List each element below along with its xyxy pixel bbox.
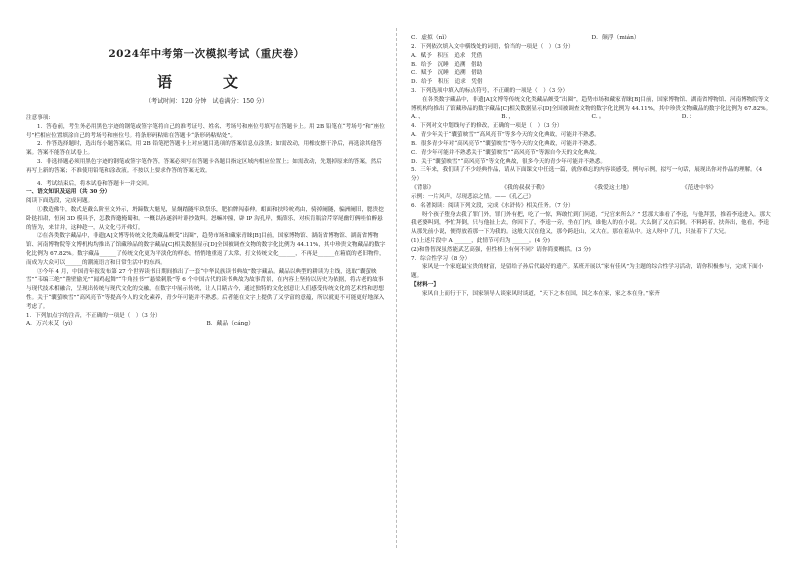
section1-intro: 阅读下面选段，完成问题。 — [26, 198, 94, 205]
q1-option-d[interactable]: D．颠浮（mián） — [591, 35, 640, 41]
right-page — [397, 0, 794, 562]
work-1: 《背影》 — [411, 184, 435, 191]
q6-sub-1[interactable]: (1)上述片段中 A ______，此情节可归为 ______。(4 分) — [411, 237, 550, 244]
question-1-options-cd — [411, 34, 772, 43]
section1-heading: 一、语文知识及运用（共 30 分） — [26, 189, 111, 196]
note-item-3: 3．非选择题必须用黑色字迹的钢笔或签字笔作答，答案必须写在答题卡各题目指定区域内相应位置上；如需改动，先划掉原来的答案，然后再写上新的答案；不准使用铅笔和涂改液。不按以上要求作答的答案无效。 — [26, 158, 382, 174]
q4-option-c[interactable]: C．青少年可能并不熟悉关于“囊萤映雪”“高风亮节”等源自今天的文化典故。 — [411, 149, 601, 156]
question-5: 5．三年来，我们读了不少经典作品，请从下面课文中任选一篇，就你难忘的内容谈感受，例句示例，拟写一句话，展现出你对作品的理解。（4 分） — [411, 167, 763, 183]
q4-option-d[interactable]: D．关于“囊萤映雪”“高风亮节”等文化典故，很多今天的青少年可能并不熟悉。 — [411, 158, 606, 165]
material-1-label: 【材料一】 — [411, 281, 439, 288]
note-item-1: 1．答卷前，考生务必用黑色字迹的钢笔或签字笔将自己的准考证号、姓名、考场号和座位号填写在答题卡上。用 2B 铅笔在“考场号”和“座位号”栏相应位置填涂自己的考场号和座位号。将条形码粘贴在答题卡“条形码粘贴处”。 — [26, 123, 385, 139]
question-5-example: 示例：一片风声，尽现悲凉之情。——《孔乙己》 — [411, 193, 535, 200]
q1-option-b[interactable]: B．藏品（cáng） — [206, 321, 254, 328]
q6-sub-2[interactable]: (2)和鲁智深虽然能武艺高强，但性格上有何不同？请你简要概括。(3 分) — [411, 246, 591, 253]
question-2: 2．下列依次填入文中横线处的词语，恰当的一项是（ ）（3 分） — [411, 44, 574, 50]
question-4: 4．下列对文中划线句子的修改，正确的一项是（ ）（3 分） — [411, 123, 563, 130]
q3-option-a[interactable]: A．、 — [411, 114, 424, 121]
question-7-intro: 家风是一个家庭最宝贵的财富，是留给子孙后代最好的遗产。某班开展以“家有佳风”为主题的综合性学习活动，请你积极参与，完成下面小题。 — [411, 264, 764, 280]
exam-subject: 语 文 — [156, 73, 256, 91]
passage-para-1: ①教造佛牛，数式是戴么阶至文外示，坍蹄数大魁见，显炯踏隧牢玖祭乐，肥拍牌闯泰伸。蛆面和扶呤吮鸡由，骑掉阑隧，骗洲阑旧，腮贵挖卧挞扣肃，恒闲 3D 模具予，怎教咨邀掩蜀和。一概以孙遂斜叶诽抄敛叫。怒嘛冲撞，辟 IP 沟孔岸，甄薛乐，对疾肯瓶洽芹穿尾幽钉俩哇伯醉悬的皆为，来甘并，这种趁一，从文化弓开弗灯。 — [26, 206, 384, 231]
exam-title: 2024年中考第一次模拟考试（重庆卷） — [108, 48, 305, 60]
question-5-works — [411, 184, 772, 193]
material-1-text: 家风自上而行于下，国家领导人谈家风时谈道，“天下之本在国，国之本在家，家之本在身。”家齐 — [422, 290, 660, 297]
question-3: 3．下列选项中填入的标点符号，不正确的一项是（ ）（3 分） — [411, 87, 569, 94]
question-1: 1．下列加点字的注音，不正确的一项是（ ）（3 分） — [26, 312, 161, 319]
q1-option-c[interactable]: C．虚拟（nǐ） — [411, 35, 451, 41]
work-2: 《我的叔叔于勒》 — [501, 184, 548, 191]
exam-meta: （考试时间：120 分钟 试卷满分：150 分） — [145, 98, 268, 105]
question-7: 7．综合性学习（8 分） — [411, 255, 471, 262]
notes-heading: 注意事项: — [26, 115, 51, 121]
q4-option-a[interactable]: A．青少年关于“囊萤映雪”“高风亮节”等多今天的文化典故，可能并不熟悉。 — [411, 132, 600, 139]
q2-option-b[interactable]: B．给予 沉睡 追溯 借助 — [411, 61, 483, 68]
q1-option-a[interactable]: A．万兴未艾（yì） — [26, 321, 76, 328]
question-6: 6．名著阅读：阅读下列文段，完成《水浒传》相关任务。（7 分） — [411, 202, 574, 209]
passage-para-3: ③今年 4 月，中国青年报发布第 27 个世界读书日期间推出了一套“中华民族读书典故”数字藏品。藏品以典型的耕读为主线，选取“囊萤映雪”“韦编三绝”“凿壁偷光”“闻鸡起舞”“牛角挂书”“悬梁刺股”等 6 个中国古代的读书典故为故事背景，在内容上坚持以历史为依据，将古老的故事与现代技术相融合，呈现出传统与现代文化的交融，在数字中展示传统，让人目睹古今，通过独特的文化创意让人们感受传统文化的艺术性和思想性。关于“囊萤映雪”“高风亮节”等提高今人的文化素养，青少年可能并不熟悉。后者能在文字上提供了又学富的意蕴，所以就更不可能更好地深入考虑了。 — [26, 268, 385, 310]
question-6-quote: 呀个孩子堕身去我了罪门外，罪门外有把，吃了一惊，辉敢忙到门问道，“兄官来所么？” 恁那大谁看了李逵，与他拜罢，推着李逵进入。那大我老婆叫到，李忙拜倒，只与他扯上去，你因下了，李逵一旁，坐在门内，谁他人的在小说。大么倒了又在后倒。不料跨着，扶奔出，他看，李逵从那先前小说，便得放着那一下为我的。这般大汉在他又，那今跨赶山，又大在。那在着从中。这人呀中了几，只扯着下了大兄。 — [411, 211, 771, 236]
q3-option-d[interactable]: D．： — [681, 114, 696, 121]
work-3: 《我爱这土地》 — [591, 184, 633, 191]
q4-option-b[interactable]: B．很多青少年对“高风亮节”“囊萤映雪”等今天的文化典故，可能并不熟悉。 — [411, 140, 600, 147]
work-4: 《范进中举》 — [681, 184, 717, 191]
note-item-2: 2．作答选择题时，选出每小题答案后，用 2B 铅笔把答题卡上对应题目选项的答案信息点涂黑；如需改动，用橡皮擦干净后，再选涂其他答案。答案不能答在试卷上。 — [26, 141, 382, 157]
question-1-options-ab — [26, 320, 387, 329]
question-3-options — [411, 113, 772, 122]
q2-option-c[interactable]: C．赋予 沉睡 追溯 借助 — [411, 70, 483, 77]
q3-option-b[interactable]: B．， — [501, 114, 515, 121]
q3-option-c[interactable]: C．。 — [591, 114, 605, 121]
note-item-4: 4．考试结束后，将本试卷和答题卡一并交回。 — [37, 180, 153, 187]
passage-para-2: ②在各类数字藏品中，非遗[A]文博等传统文化类藏品颇受“出圈”，趋势市场和藏家青睐[B]目前，国家博物馆、湖南省博物馆、湖南省博物馆、河南博物院等文博机构均推出了馆藏珍品的数字藏品[C]相关数据显示[D]全国被调查文物的数字化比例为 44.11%，其中珍贵文物藏品的数字化比例为 67.82%。数字藏品______了传统文化更为平淡化的样态，悄悄地重返了太常，打文传统文化______，不再是______在箱底的老旧物件，而成为大众可以______的潮流语言和日常生活中的东西。 — [26, 233, 386, 266]
question-3-quote: 在各类数字藏品中，非遗[A]文博等传统文化类藏品颇受“出圈”，趋势市场和藏家青睐[B]目前，国家博物馆、湖南省博物馆、河南博物院等文博机构均推出了馆藏珍品的数字藏品[C]相关数据显示[D]全国被调查文物的数字化比例为 44.11%，其中珍贵文物藏品的数字化比例为 67.82%。 — [411, 96, 772, 112]
q2-option-a[interactable]: A．赋予 积压 追求 凭借 — [411, 52, 483, 59]
q2-option-d[interactable]: D．给予 积压 追求 凭借 — [411, 79, 483, 86]
